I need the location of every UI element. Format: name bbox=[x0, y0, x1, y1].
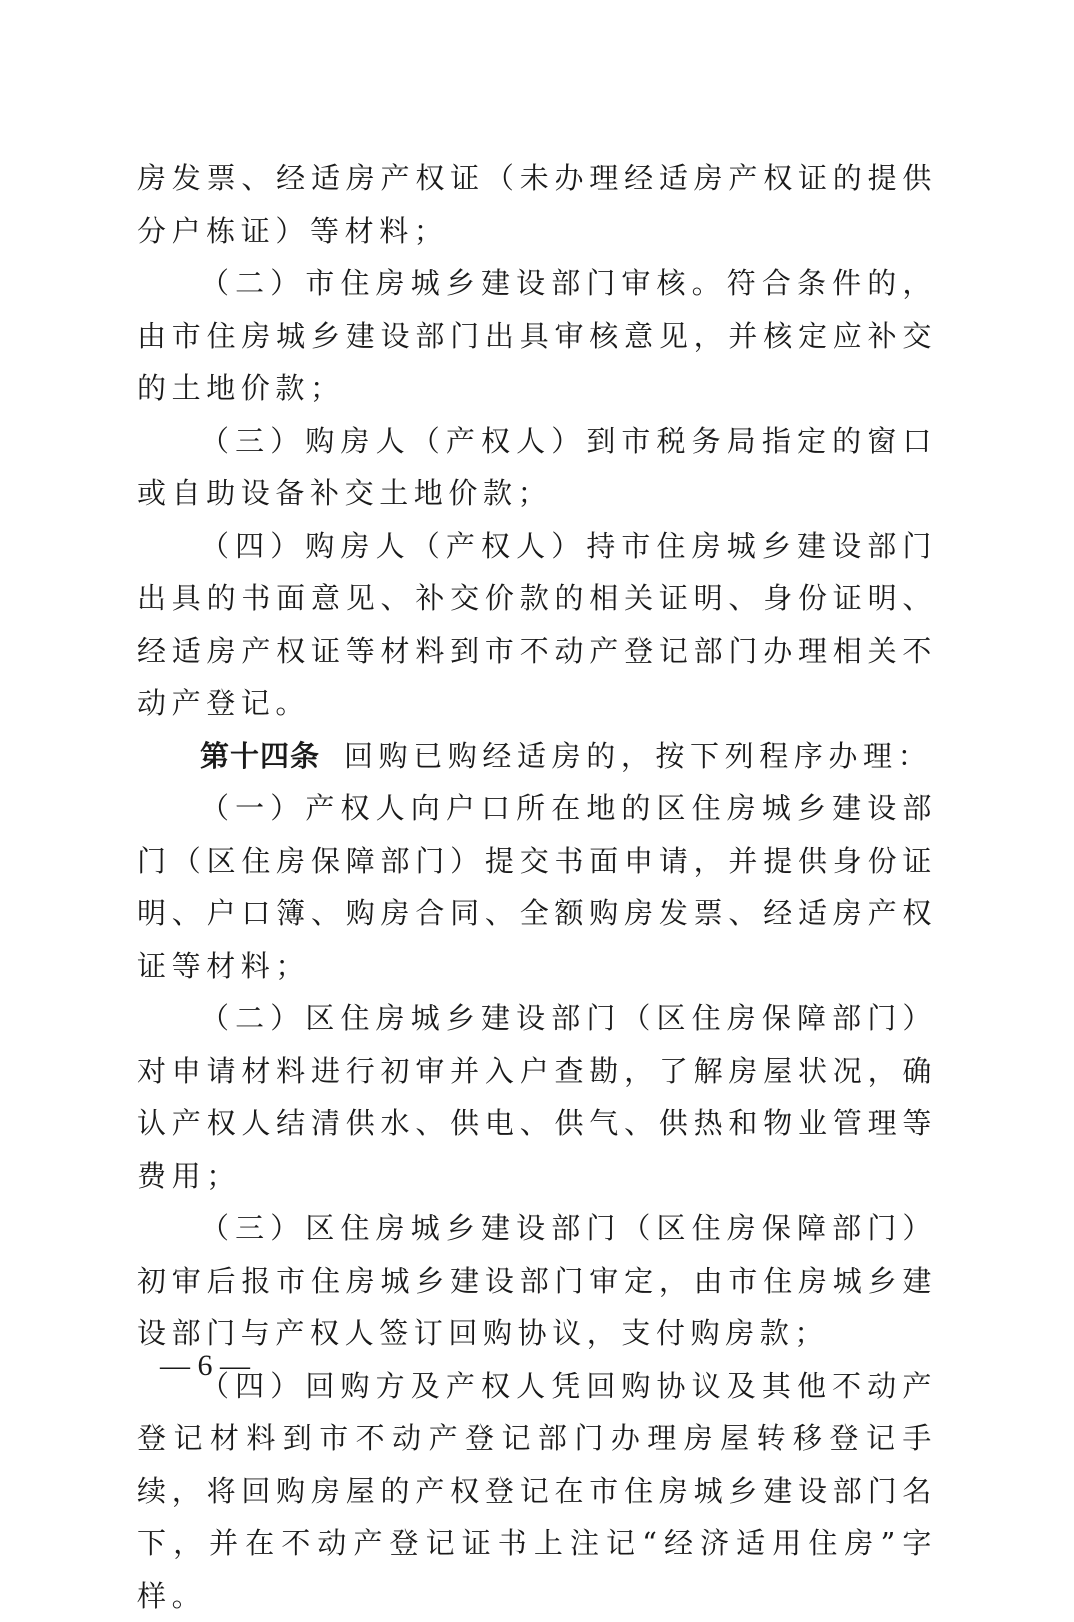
article-14-item-4 bbox=[137, 1360, 937, 1622]
paragraph-text: 回购已购经适房的，按下列程序办理： bbox=[344, 739, 932, 773]
paragraph-text: （三）购房人（产权人）到市税务局指定的窗口或自助设备补交土地价款； bbox=[137, 424, 937, 511]
paragraph-item-3 bbox=[137, 415, 937, 520]
article-14-item-1 bbox=[137, 782, 937, 992]
article-14-heading bbox=[137, 730, 937, 783]
article-number: 第十四条 bbox=[200, 739, 320, 773]
paragraph-text: （一）产权人向户口所在地的区住房城乡建设部门（区住房保障部门）提交书面申请，并提供身份证明、户口簿、购房合同、全额购房发票、经适房产权证等材料； bbox=[137, 791, 937, 983]
paragraph-item-2 bbox=[137, 257, 937, 415]
document-body bbox=[137, 152, 937, 1622]
paragraph-text: （四）购房人（产权人）持市住房城乡建设部门出具的书面意见、补交价款的相关证明、身份证明、经适房产权证等材料到市不动产登记部门办理相关不动产登记。 bbox=[137, 529, 937, 721]
page-number: — 6 — bbox=[160, 1346, 250, 1386]
paragraph-item-4 bbox=[137, 520, 937, 730]
paragraph-text: 房发票、经适房产权证（未办理经适房产权证的提供分户栋证）等材料； bbox=[137, 161, 937, 248]
paragraph-text: （三）区住房城乡建设部门（区住房保障部门）初审后报市住房城乡建设部门审定，由市住房城乡建设部门与产权人签订回购协议，支付购房款； bbox=[137, 1211, 937, 1350]
article-14-item-2 bbox=[137, 992, 937, 1202]
article-14-item-3 bbox=[137, 1202, 937, 1360]
paragraph-continuation bbox=[137, 152, 937, 257]
paragraph-text: （二）市住房城乡建设部门审核。符合条件的，由市住房城乡建设部门出具审核意见，并核定应补交的土地价款； bbox=[137, 266, 937, 405]
paragraph-text: （四）回购方及产权人凭回购协议及其他不动产登记材料到市不动产登记部门办理房屋转移登记手续，将回购房屋的产权登记在市住房城乡建设部门名下，并在不动产登记证书上注记“经济适用住房”字样。 bbox=[137, 1369, 937, 1613]
paragraph-text: （二）区住房城乡建设部门（区住房保障部门）对申请材料进行初审并入户查勘，了解房屋状况，确认产权人结清供水、供电、供气、供热和物业管理等费用； bbox=[137, 1001, 937, 1193]
